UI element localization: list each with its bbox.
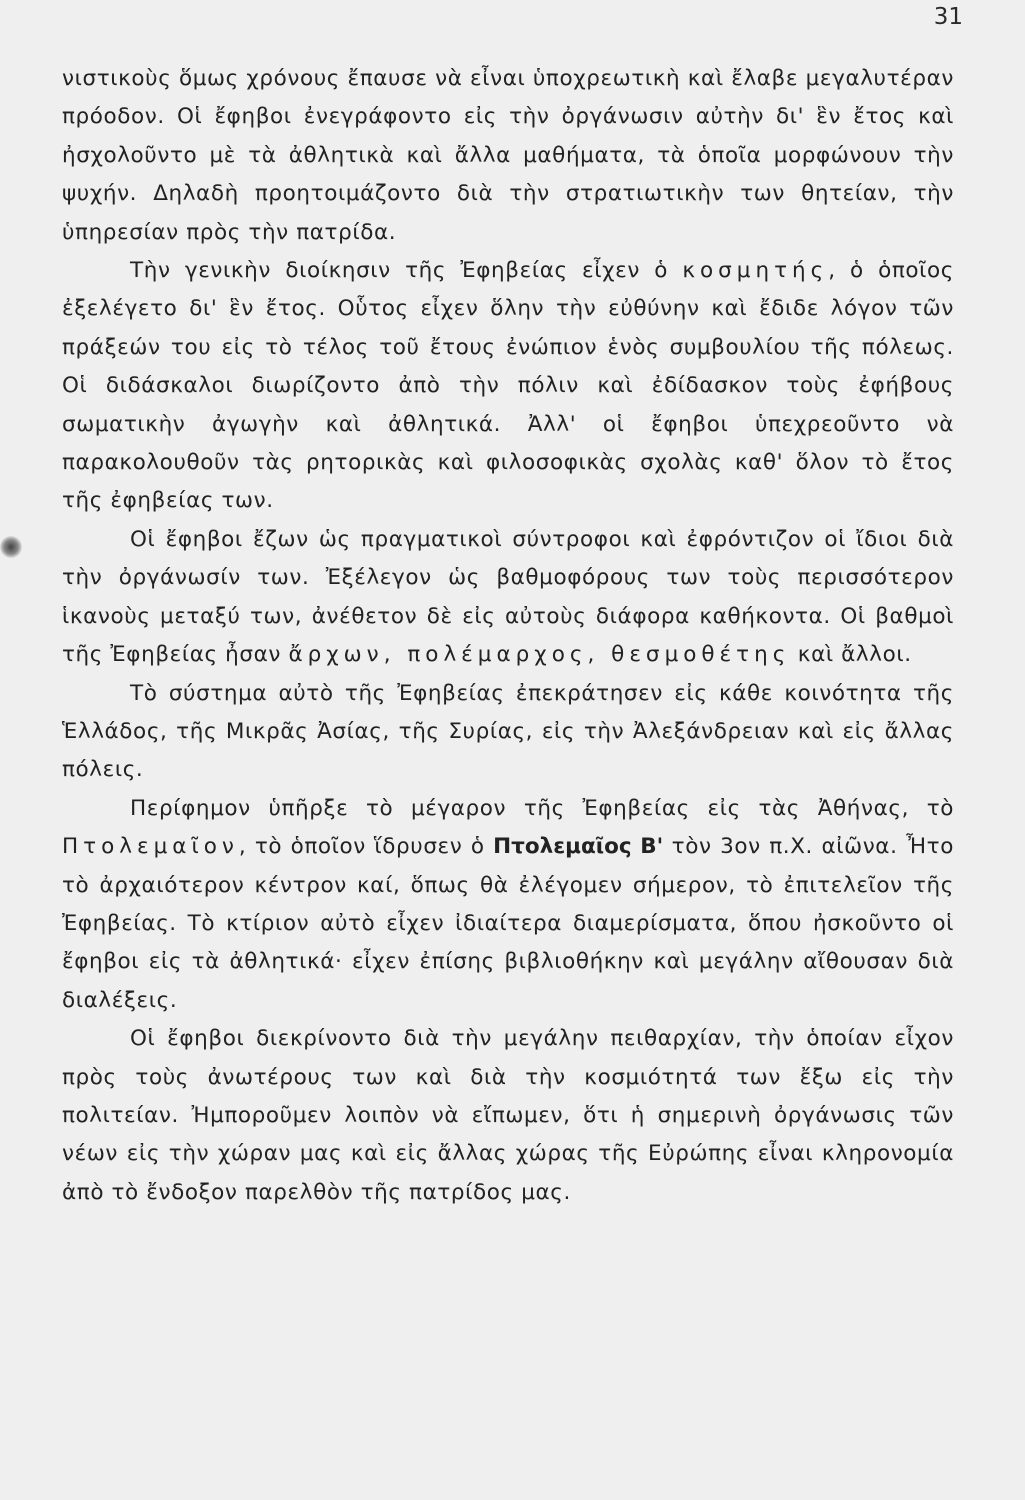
paragraph-text: νιστικοὺς ὅμως χρόνους ἔπαυσε νὰ εἶναι ὑποχρεωτικὴ καὶ ἔλαβε μεγαλυτέραν πρόοδον. Οἱ ἔφηβοι ἐνεγράφοντο εἰς τὴν ὀργάνωσιν αὐτὴν δι' ἓν ἔτος καὶ ἠσχολοῦντο μὲ τὰ ἀθλητικὰ καὶ ἄλλα μαθήματα, τὰ ὁποῖα μορφώνουν τὴν ψυχήν. Δηλαδὴ προητοιμάζοντο διὰ τὴν στρατιωτικὴν των θητείαν, τὴν ὑπηρεσίαν πρὸς τὴν πατρίδα. <box>62 66 954 245</box>
ink-blot-mark <box>0 536 22 558</box>
paragraph <box>62 1020 954 1212</box>
paragraph-text: , ὁ ὁποῖος ἐξελέγετο δι' ἓν ἔτος. Οὗτος εἶχεν ὅλην τὴν εὐθύνην καὶ ἔδιδε λόγον τῶν πράξεών του εἰς τὸ τέλος τοῦ ἔτους ἐνώπιον ἑνὸς συμβουλίου τῆς πόλεως. Οἱ διδάσκαλοι διωρίζοντο ἀπὸ τὴν πόλιν καὶ ἐδίδασκον τοὺς ἐφήβους σωματικὴν ἀγωγὴν καὶ ἀθλητικά. Ἀλλ' οἱ ἔφηβοι ὑπεχρεοῦντο νὰ παρακολουθοῦν τὰς ρητορικὰς καὶ φιλοσοφικὰς σχολὰς καθ' ὅλον τὸ ἔτος τῆς ἐφηβείας των. <box>62 258 954 514</box>
paragraph-text: Τὴν γενικὴν διοίκησιν τῆς Ἐφηβείας εἶχεν ὁ <box>130 258 683 284</box>
paragraph <box>62 675 954 790</box>
page-number: 31 <box>933 4 963 30</box>
spaced-emphasis-term: κοσμητής <box>682 258 829 284</box>
paragraph-text: Τὸ σύστημα αὐτὸ τῆς Ἐφηβείας ἐπεκράτησεν εἰς κάθε κοινότητα τῆς Ἑλλάδος, τῆς Μικρᾶς Ἀσίας, τῆς Συρίας, εἰς τὴν Ἀλεξάνδρειαν καὶ εἰς ἄλλας πόλεις. <box>62 680 954 783</box>
paragraph-text: Περίφημον ὑπῆρξε τὸ μέγαρον τῆς Ἐφηβείας εἰς τὰς Ἀθήνας, τὸ <box>130 795 954 821</box>
page-body-text <box>62 60 954 1212</box>
paragraph <box>62 790 954 1020</box>
paragraph-text: Οἱ ἔφηβοι διεκρίνοντο διὰ τὴν μεγάλην πειθαρχίαν, τὴν ὁποίαν εἶχον πρὸς τοὺς ἀνωτέρους των καὶ διὰ τὴν κοσμιότητά των ἔξω εἰς τὴν πολιτείαν. Ἠμποροῦμεν λοιπὸν νὰ εἴπωμεν, ὅτι ἡ σημερινὴ ὀργάνωσις τῶν νέων εἰς τὴν χώραν μας καὶ εἰς ἄλλας χώρας τῆς Εὐρώπης εἶναι κληρονομία ἀπὸ τὸ ἔνδοξον παρελθὸν τῆς πατρίδος μας. <box>62 1026 954 1205</box>
bold-name: Πτολεμαῖος Β' <box>493 834 664 860</box>
paragraph <box>62 521 954 675</box>
paragraph-text: καὶ ἄλλοι. <box>790 642 912 668</box>
spaced-emphasis-term: ἄρχων, πολέμαρχος, θεσμοθέτης <box>288 642 791 668</box>
paragraph-text: , τὸ ὁποῖον ἵδρυσεν ὁ <box>238 834 494 860</box>
paragraph-text: Οἱ ἔφηβοι ἔζων ὡς πραγματικοὶ σύντροφοι καὶ ἐφρόντιζον οἱ ἴδιοι διὰ τὴν ὀργάνωσίν των. Ἐξέλεγον ὡς βαθμοφόρους των τοὺς περισσότερον ἱκανοὺς μεταξύ των, ἀνέθετον δὲ εἰς αὐτοὺς διάφορα καθήκοντα. Οἱ βαθμοὶ τῆς Ἐφηβείας ἦσαν <box>62 526 954 668</box>
spaced-emphasis-term: Πτολεμαῖον <box>62 834 239 860</box>
paragraph <box>62 252 954 521</box>
paragraph-text: τὸν 3ον π.Χ. αἰῶνα. Ἦτο τὸ ἀρχαιότερον κέντρον καί, ὅπως θὰ ἐλέγομεν σήμερον, τὸ ἐπιτελεῖον τῆς Ἐφηβείας. Τὸ κτίριον αὐτὸ εἶχεν ἰδιαίτερα διαμερίσματα, ὅπου ἠσκοῦντο οἱ ἔφηβοι εἰς τὰ ἀθλητικά· εἶχεν ἐπίσης βιβλιοθήκην καὶ μεγάλην αἴθουσαν διὰ διαλέξεις. <box>62 834 954 1013</box>
paragraph <box>62 60 954 252</box>
